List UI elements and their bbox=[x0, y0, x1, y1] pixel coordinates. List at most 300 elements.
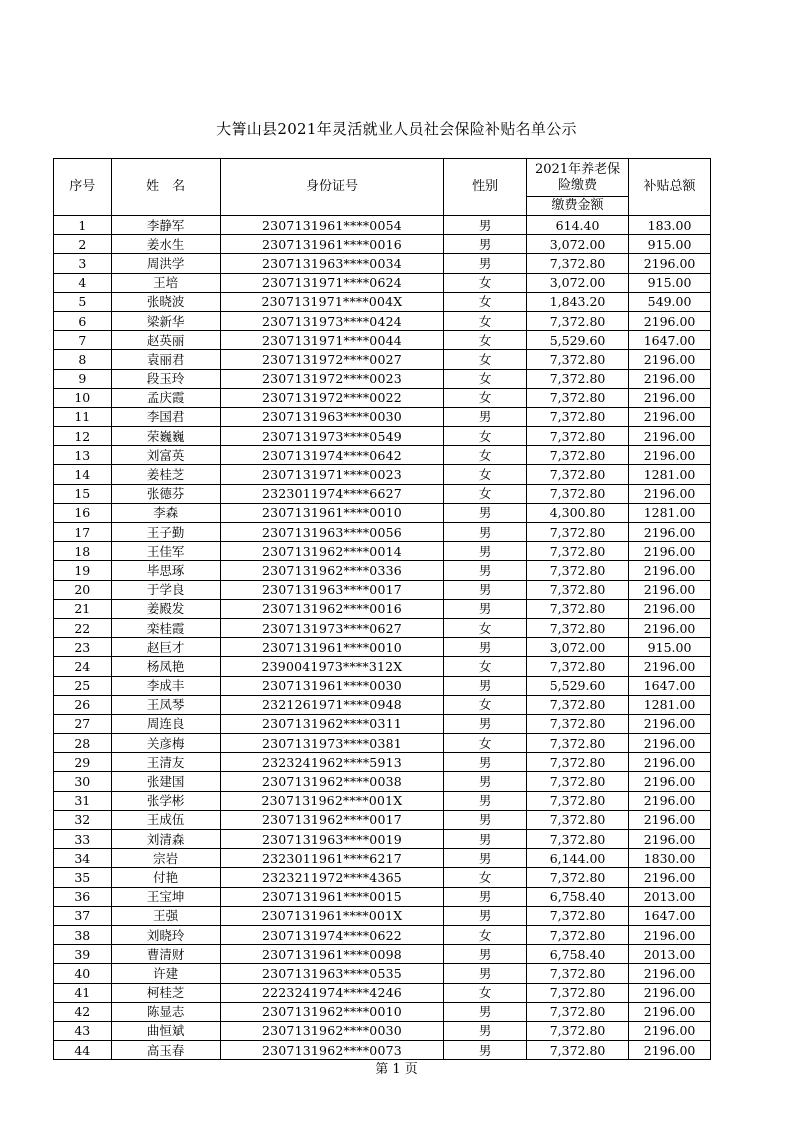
cell-id: 2307131974****0642 bbox=[220, 446, 443, 465]
cell-pay: 5,529.60 bbox=[527, 331, 629, 350]
cell-subsidy: 2196.00 bbox=[629, 964, 711, 983]
cell-seq: 23 bbox=[54, 638, 112, 657]
cell-sex: 男 bbox=[444, 1002, 527, 1021]
cell-pay: 4,300.80 bbox=[527, 503, 629, 522]
cell-id: 2307131961****0098 bbox=[220, 945, 443, 964]
cell-seq: 41 bbox=[54, 983, 112, 1002]
cell-sex: 女 bbox=[444, 618, 527, 637]
cell-name: 栾桂霞 bbox=[111, 618, 220, 637]
cell-subsidy: 2196.00 bbox=[629, 254, 711, 273]
cell-subsidy: 2196.00 bbox=[629, 446, 711, 465]
table-row bbox=[54, 446, 711, 465]
cell-pay: 7,372.80 bbox=[527, 446, 629, 465]
cell-name: 荣巍巍 bbox=[111, 427, 220, 446]
table-row bbox=[54, 714, 711, 733]
cell-name: 刘晓玲 bbox=[111, 925, 220, 944]
cell-name: 李森 bbox=[111, 503, 220, 522]
cell-subsidy: 183.00 bbox=[629, 216, 711, 235]
cell-pay: 7,372.80 bbox=[527, 657, 629, 676]
cell-pay: 1,843.20 bbox=[527, 292, 629, 311]
cell-id: 2307131973****0424 bbox=[220, 311, 443, 330]
table-row bbox=[54, 753, 711, 772]
cell-subsidy: 2196.00 bbox=[629, 1041, 711, 1060]
cell-pay: 7,372.80 bbox=[527, 599, 629, 618]
cell-seq: 25 bbox=[54, 676, 112, 695]
cell-id: 2307131971****0624 bbox=[220, 273, 443, 292]
cell-pay: 6,758.40 bbox=[527, 887, 629, 906]
cell-id: 2321261971****0948 bbox=[220, 695, 443, 714]
cell-id: 2307131961****0010 bbox=[220, 638, 443, 657]
cell-pay: 7,372.80 bbox=[527, 830, 629, 849]
cell-id: 2307131963****0056 bbox=[220, 523, 443, 542]
cell-seq: 18 bbox=[54, 542, 112, 561]
cell-pay: 7,372.80 bbox=[527, 254, 629, 273]
cell-name: 王培 bbox=[111, 273, 220, 292]
cell-id: 2307131963****0017 bbox=[220, 580, 443, 599]
cell-name: 李国君 bbox=[111, 407, 220, 426]
cell-sex: 男 bbox=[444, 906, 527, 925]
cell-sex: 男 bbox=[444, 830, 527, 849]
cell-pay: 7,372.80 bbox=[527, 484, 629, 503]
page-number: 第 1 页 bbox=[375, 1062, 418, 1077]
cell-id: 2223241974****4246 bbox=[220, 983, 443, 1002]
cell-id: 2307131962****0010 bbox=[220, 1002, 443, 1021]
cell-subsidy: 2196.00 bbox=[629, 1021, 711, 1040]
cell-name: 曲恒斌 bbox=[111, 1021, 220, 1040]
table-row bbox=[54, 868, 711, 887]
cell-pay: 7,372.80 bbox=[527, 561, 629, 580]
cell-id: 2323011961****6217 bbox=[220, 849, 443, 868]
cell-seq: 6 bbox=[54, 311, 112, 330]
cell-id: 2307131962****0336 bbox=[220, 561, 443, 580]
cell-id: 2307131973****0381 bbox=[220, 734, 443, 753]
cell-subsidy: 915.00 bbox=[629, 273, 711, 292]
cell-id: 2307131972****0022 bbox=[220, 388, 443, 407]
cell-subsidy: 1281.00 bbox=[629, 465, 711, 484]
cell-sex: 女 bbox=[444, 657, 527, 676]
document-title: 大箐山县2021年灵活就业人员社会保险补贴名单公示 bbox=[216, 120, 577, 138]
cell-name: 梁新华 bbox=[111, 311, 220, 330]
cell-subsidy: 1647.00 bbox=[629, 676, 711, 695]
cell-pay: 7,372.80 bbox=[527, 542, 629, 561]
cell-name: 张晓波 bbox=[111, 292, 220, 311]
table-row bbox=[54, 676, 711, 695]
table-row bbox=[54, 388, 711, 407]
table-row bbox=[54, 1021, 711, 1040]
cell-subsidy: 2196.00 bbox=[629, 791, 711, 810]
cell-id: 2307131962****0311 bbox=[220, 714, 443, 733]
cell-subsidy: 2196.00 bbox=[629, 868, 711, 887]
table-row bbox=[54, 772, 711, 791]
cell-id: 2307131963****0019 bbox=[220, 830, 443, 849]
cell-id: 2307131962****0014 bbox=[220, 542, 443, 561]
cell-name: 姜桂芝 bbox=[111, 465, 220, 484]
cell-seq: 16 bbox=[54, 503, 112, 522]
cell-subsidy: 2196.00 bbox=[629, 1002, 711, 1021]
cell-name: 高玉春 bbox=[111, 1041, 220, 1060]
table-row bbox=[54, 734, 711, 753]
cell-sex: 男 bbox=[444, 887, 527, 906]
cell-name: 柯桂芝 bbox=[111, 983, 220, 1002]
cell-id: 2307131962****001X bbox=[220, 791, 443, 810]
header-name: 姓 名 bbox=[111, 159, 220, 216]
cell-seq: 31 bbox=[54, 791, 112, 810]
cell-seq: 5 bbox=[54, 292, 112, 311]
cell-seq: 33 bbox=[54, 830, 112, 849]
cell-pay: 7,372.80 bbox=[527, 695, 629, 714]
cell-name: 王强 bbox=[111, 906, 220, 925]
cell-id: 2307131972****0023 bbox=[220, 369, 443, 388]
cell-name: 赵巨才 bbox=[111, 638, 220, 657]
table-row bbox=[54, 1002, 711, 1021]
cell-seq: 36 bbox=[54, 887, 112, 906]
cell-subsidy: 2196.00 bbox=[629, 657, 711, 676]
cell-sex: 女 bbox=[444, 734, 527, 753]
cell-id: 2307131973****0627 bbox=[220, 618, 443, 637]
cell-subsidy: 2013.00 bbox=[629, 887, 711, 906]
cell-name: 张德芬 bbox=[111, 484, 220, 503]
cell-subsidy: 2196.00 bbox=[629, 484, 711, 503]
cell-subsidy: 2196.00 bbox=[629, 407, 711, 426]
cell-pay: 7,372.80 bbox=[527, 1021, 629, 1040]
cell-name: 姜水生 bbox=[111, 235, 220, 254]
cell-subsidy: 549.00 bbox=[629, 292, 711, 311]
cell-name: 李成丰 bbox=[111, 676, 220, 695]
cell-pay: 7,372.80 bbox=[527, 580, 629, 599]
table-row bbox=[54, 292, 711, 311]
cell-seq: 39 bbox=[54, 945, 112, 964]
cell-sex: 男 bbox=[444, 810, 527, 829]
cell-seq: 40 bbox=[54, 964, 112, 983]
cell-subsidy: 1647.00 bbox=[629, 906, 711, 925]
table-row bbox=[54, 542, 711, 561]
cell-sex: 男 bbox=[444, 791, 527, 810]
cell-sex: 男 bbox=[444, 235, 527, 254]
cell-seq: 3 bbox=[54, 254, 112, 273]
table-row bbox=[54, 350, 711, 369]
cell-seq: 7 bbox=[54, 331, 112, 350]
cell-pay: 7,372.80 bbox=[527, 753, 629, 772]
cell-subsidy: 2196.00 bbox=[629, 983, 711, 1002]
cell-seq: 1 bbox=[54, 216, 112, 235]
cell-subsidy: 2196.00 bbox=[629, 369, 711, 388]
cell-seq: 12 bbox=[54, 427, 112, 446]
table-row bbox=[54, 407, 711, 426]
cell-seq: 13 bbox=[54, 446, 112, 465]
cell-id: 2307131961****0015 bbox=[220, 887, 443, 906]
table-row bbox=[54, 465, 711, 484]
cell-seq: 8 bbox=[54, 350, 112, 369]
cell-seq: 35 bbox=[54, 868, 112, 887]
table-row bbox=[54, 657, 711, 676]
cell-pay: 7,372.80 bbox=[527, 964, 629, 983]
table-row bbox=[54, 1041, 711, 1060]
cell-sex: 女 bbox=[444, 484, 527, 503]
cell-name: 许建 bbox=[111, 964, 220, 983]
cell-sex: 女 bbox=[444, 868, 527, 887]
header-sex: 性别 bbox=[444, 159, 527, 216]
table-row bbox=[54, 810, 711, 829]
cell-sex: 男 bbox=[444, 542, 527, 561]
cell-id: 2307131974****0622 bbox=[220, 925, 443, 944]
cell-pay: 7,372.80 bbox=[527, 734, 629, 753]
cell-subsidy: 2196.00 bbox=[629, 714, 711, 733]
cell-name: 刘富英 bbox=[111, 446, 220, 465]
cell-name: 姜殿发 bbox=[111, 599, 220, 618]
cell-name: 孟庆霞 bbox=[111, 388, 220, 407]
table-row bbox=[54, 849, 711, 868]
cell-sex: 女 bbox=[444, 369, 527, 388]
cell-id: 2307131963****0030 bbox=[220, 407, 443, 426]
cell-id: 2307131961****0030 bbox=[220, 676, 443, 695]
table-row bbox=[54, 925, 711, 944]
cell-sex: 女 bbox=[444, 388, 527, 407]
cell-sex: 男 bbox=[444, 849, 527, 868]
table-row bbox=[54, 945, 711, 964]
header-subsidy: 补贴总额 bbox=[629, 159, 711, 216]
cell-sex: 女 bbox=[444, 925, 527, 944]
cell-name: 王子勤 bbox=[111, 523, 220, 542]
cell-seq: 14 bbox=[54, 465, 112, 484]
cell-sex: 男 bbox=[444, 945, 527, 964]
cell-pay: 7,372.80 bbox=[527, 1041, 629, 1060]
cell-pay: 6,758.40 bbox=[527, 945, 629, 964]
cell-seq: 37 bbox=[54, 906, 112, 925]
cell-seq: 27 bbox=[54, 714, 112, 733]
table-row bbox=[54, 523, 711, 542]
cell-seq: 11 bbox=[54, 407, 112, 426]
cell-sex: 男 bbox=[444, 714, 527, 733]
cell-name: 赵英丽 bbox=[111, 331, 220, 350]
table-row bbox=[54, 791, 711, 810]
cell-seq: 29 bbox=[54, 753, 112, 772]
table-row bbox=[54, 618, 711, 637]
cell-name: 于学良 bbox=[111, 580, 220, 599]
header-pension-group: 2021年养老保险缴费 bbox=[527, 159, 629, 197]
table-row bbox=[54, 599, 711, 618]
cell-subsidy: 2196.00 bbox=[629, 561, 711, 580]
cell-id: 2390041973****312X bbox=[220, 657, 443, 676]
cell-name: 段玉玲 bbox=[111, 369, 220, 388]
table-row bbox=[54, 331, 711, 350]
cell-id: 2307131961****0010 bbox=[220, 503, 443, 522]
cell-id: 2307131962****0030 bbox=[220, 1021, 443, 1040]
cell-subsidy: 2196.00 bbox=[629, 542, 711, 561]
cell-subsidy: 2196.00 bbox=[629, 810, 711, 829]
cell-pay: 7,372.80 bbox=[527, 369, 629, 388]
cell-pay: 7,372.80 bbox=[527, 350, 629, 369]
cell-sex: 女 bbox=[444, 331, 527, 350]
cell-subsidy: 2196.00 bbox=[629, 427, 711, 446]
cell-seq: 26 bbox=[54, 695, 112, 714]
table-row bbox=[54, 695, 711, 714]
cell-name: 毕思琢 bbox=[111, 561, 220, 580]
header-seq: 序号 bbox=[54, 159, 112, 216]
cell-sex: 女 bbox=[444, 311, 527, 330]
cell-name: 周洪学 bbox=[111, 254, 220, 273]
cell-sex: 男 bbox=[444, 503, 527, 522]
cell-seq: 22 bbox=[54, 618, 112, 637]
cell-pay: 7,372.80 bbox=[527, 791, 629, 810]
cell-subsidy: 2196.00 bbox=[629, 523, 711, 542]
cell-name: 王成伍 bbox=[111, 810, 220, 829]
cell-pay: 7,372.80 bbox=[527, 1002, 629, 1021]
cell-subsidy: 2196.00 bbox=[629, 599, 711, 618]
cell-name: 周连良 bbox=[111, 714, 220, 733]
table-row bbox=[54, 638, 711, 657]
cell-sex: 女 bbox=[444, 695, 527, 714]
cell-seq: 34 bbox=[54, 849, 112, 868]
cell-subsidy: 2196.00 bbox=[629, 830, 711, 849]
cell-subsidy: 915.00 bbox=[629, 235, 711, 254]
cell-subsidy: 2196.00 bbox=[629, 388, 711, 407]
cell-sex: 男 bbox=[444, 1041, 527, 1060]
cell-sex: 女 bbox=[444, 292, 527, 311]
cell-id: 2323011974****6627 bbox=[220, 484, 443, 503]
subsidy-table bbox=[53, 158, 711, 1060]
cell-pay: 7,372.80 bbox=[527, 388, 629, 407]
table-header bbox=[54, 159, 711, 216]
cell-sex: 男 bbox=[444, 523, 527, 542]
cell-sex: 女 bbox=[444, 273, 527, 292]
cell-name: 付艳 bbox=[111, 868, 220, 887]
cell-name: 王清友 bbox=[111, 753, 220, 772]
cell-id: 2307131971****0044 bbox=[220, 331, 443, 350]
cell-subsidy: 1281.00 bbox=[629, 503, 711, 522]
cell-pay: 7,372.80 bbox=[527, 772, 629, 791]
cell-pay: 6,144.00 bbox=[527, 849, 629, 868]
cell-name: 张建国 bbox=[111, 772, 220, 791]
cell-seq: 10 bbox=[54, 388, 112, 407]
cell-id: 2307131962****0073 bbox=[220, 1041, 443, 1060]
cell-pay: 614.40 bbox=[527, 216, 629, 235]
cell-subsidy: 2196.00 bbox=[629, 350, 711, 369]
table-row bbox=[54, 311, 711, 330]
cell-name: 张学彬 bbox=[111, 791, 220, 810]
cell-seq: 4 bbox=[54, 273, 112, 292]
cell-name: 杨凤艳 bbox=[111, 657, 220, 676]
cell-name: 李静军 bbox=[111, 216, 220, 235]
cell-sex: 男 bbox=[444, 638, 527, 657]
cell-pay: 7,372.80 bbox=[527, 407, 629, 426]
cell-subsidy: 1281.00 bbox=[629, 695, 711, 714]
cell-pay: 7,372.80 bbox=[527, 311, 629, 330]
table-row bbox=[54, 235, 711, 254]
cell-subsidy: 1830.00 bbox=[629, 849, 711, 868]
cell-subsidy: 1647.00 bbox=[629, 331, 711, 350]
table-row bbox=[54, 983, 711, 1002]
cell-name: 曹清财 bbox=[111, 945, 220, 964]
cell-seq: 19 bbox=[54, 561, 112, 580]
cell-seq: 2 bbox=[54, 235, 112, 254]
cell-subsidy: 2196.00 bbox=[629, 925, 711, 944]
cell-sex: 男 bbox=[444, 407, 527, 426]
cell-id: 2307131961****001X bbox=[220, 906, 443, 925]
cell-id: 2307131961****0054 bbox=[220, 216, 443, 235]
cell-seq: 42 bbox=[54, 1002, 112, 1021]
cell-pay: 7,372.80 bbox=[527, 925, 629, 944]
cell-id: 2307131962****0016 bbox=[220, 599, 443, 618]
header-id: 身份证号 bbox=[220, 159, 443, 216]
table-body bbox=[54, 216, 711, 1060]
cell-pay: 7,372.80 bbox=[527, 523, 629, 542]
cell-name: 陈显志 bbox=[111, 1002, 220, 1021]
cell-id: 2307131963****0034 bbox=[220, 254, 443, 273]
table-row bbox=[54, 561, 711, 580]
cell-sex: 男 bbox=[444, 254, 527, 273]
cell-name: 王佳军 bbox=[111, 542, 220, 561]
cell-sex: 女 bbox=[444, 427, 527, 446]
cell-seq: 20 bbox=[54, 580, 112, 599]
cell-pay: 7,372.80 bbox=[527, 714, 629, 733]
table-row bbox=[54, 369, 711, 388]
cell-seq: 32 bbox=[54, 810, 112, 829]
cell-subsidy: 915.00 bbox=[629, 638, 711, 657]
cell-seq: 30 bbox=[54, 772, 112, 791]
cell-subsidy: 2196.00 bbox=[629, 580, 711, 599]
cell-id: 2307131972****0027 bbox=[220, 350, 443, 369]
table-row bbox=[54, 254, 711, 273]
cell-sex: 男 bbox=[444, 964, 527, 983]
cell-subsidy: 2196.00 bbox=[629, 753, 711, 772]
table-row bbox=[54, 887, 711, 906]
cell-id: 2307131973****0549 bbox=[220, 427, 443, 446]
cell-name: 王宝坤 bbox=[111, 887, 220, 906]
header-pay: 缴费金额 bbox=[527, 197, 629, 216]
cell-sex: 男 bbox=[444, 753, 527, 772]
cell-pay: 7,372.80 bbox=[527, 465, 629, 484]
cell-seq: 24 bbox=[54, 657, 112, 676]
cell-sex: 男 bbox=[444, 676, 527, 695]
cell-seq: 43 bbox=[54, 1021, 112, 1040]
cell-pay: 5,529.60 bbox=[527, 676, 629, 695]
cell-sex: 女 bbox=[444, 465, 527, 484]
cell-sex: 男 bbox=[444, 599, 527, 618]
cell-pay: 7,372.80 bbox=[527, 868, 629, 887]
cell-id: 2323211972****4365 bbox=[220, 868, 443, 887]
cell-sex: 男 bbox=[444, 1021, 527, 1040]
cell-sex: 男 bbox=[444, 561, 527, 580]
cell-pay: 3,072.00 bbox=[527, 235, 629, 254]
cell-seq: 17 bbox=[54, 523, 112, 542]
cell-name: 宗岩 bbox=[111, 849, 220, 868]
cell-id: 2307131961****0016 bbox=[220, 235, 443, 254]
table-row bbox=[54, 216, 711, 235]
cell-id: 2307131963****0535 bbox=[220, 964, 443, 983]
cell-name: 王凤琴 bbox=[111, 695, 220, 714]
table-row bbox=[54, 964, 711, 983]
cell-name: 刘清森 bbox=[111, 830, 220, 849]
cell-subsidy: 2196.00 bbox=[629, 734, 711, 753]
cell-pay: 3,072.00 bbox=[527, 273, 629, 292]
cell-sex: 男 bbox=[444, 216, 527, 235]
cell-seq: 9 bbox=[54, 369, 112, 388]
cell-pay: 3,072.00 bbox=[527, 638, 629, 657]
table-row bbox=[54, 427, 711, 446]
cell-id: 2323241962****5913 bbox=[220, 753, 443, 772]
cell-seq: 38 bbox=[54, 925, 112, 944]
cell-subsidy: 2196.00 bbox=[629, 311, 711, 330]
table-row bbox=[54, 484, 711, 503]
table-row bbox=[54, 580, 711, 599]
cell-sex: 男 bbox=[444, 772, 527, 791]
cell-pay: 7,372.80 bbox=[527, 810, 629, 829]
table-row bbox=[54, 830, 711, 849]
cell-pay: 7,372.80 bbox=[527, 618, 629, 637]
cell-pay: 7,372.80 bbox=[527, 906, 629, 925]
cell-pay: 7,372.80 bbox=[527, 983, 629, 1002]
cell-seq: 28 bbox=[54, 734, 112, 753]
